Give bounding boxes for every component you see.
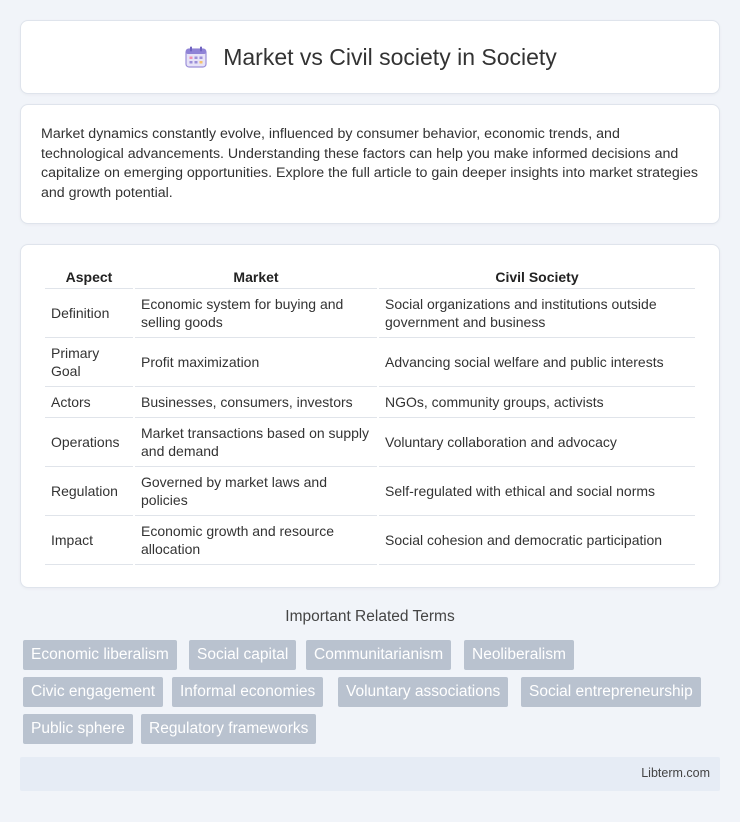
term-tag[interactable]: Social entrepreneurship bbox=[521, 677, 701, 707]
term-tag[interactable]: Neoliberalism bbox=[464, 640, 574, 670]
term-tag[interactable]: Civic engagement bbox=[23, 677, 163, 707]
page-title: Market vs Civil society in Society bbox=[223, 43, 557, 70]
cell-aspect: Regulation bbox=[45, 467, 133, 516]
footer bbox=[20, 757, 720, 791]
intro-card bbox=[20, 104, 720, 224]
cell-market: Economic system for buying and selling goods bbox=[135, 289, 377, 338]
table-row bbox=[45, 387, 695, 418]
term-tag[interactable]: Economic liberalism bbox=[23, 640, 177, 670]
cell-civil-society: NGOs, community groups, activists bbox=[379, 387, 695, 418]
cell-market: Profit maximization bbox=[135, 338, 377, 387]
term-tag[interactable]: Regulatory frameworks bbox=[141, 714, 316, 744]
cell-civil-society: Social organizations and institutions outside government and business bbox=[379, 289, 695, 338]
cell-civil-society: Advancing social welfare and public interests bbox=[379, 338, 695, 387]
cell-market: Market transactions based on supply and demand bbox=[135, 418, 377, 467]
term-tag[interactable]: Informal economies bbox=[172, 677, 323, 707]
table-row bbox=[45, 467, 695, 516]
related-terms-title: Important Related Terms bbox=[285, 608, 455, 625]
calendar-icon bbox=[183, 44, 209, 70]
term-tag[interactable]: Voluntary associations bbox=[338, 677, 508, 707]
cell-aspect: Actors bbox=[45, 387, 133, 418]
table-header-row bbox=[45, 265, 695, 289]
cell-market: Economic growth and resource allocation bbox=[135, 516, 377, 565]
table-row bbox=[45, 516, 695, 565]
comparison-table-card bbox=[20, 244, 720, 588]
cell-aspect: Impact bbox=[45, 516, 133, 565]
cell-market: Governed by market laws and policies bbox=[135, 467, 377, 516]
cell-market: Businesses, consumers, investors bbox=[135, 387, 377, 418]
cell-aspect: Definition bbox=[45, 289, 133, 338]
header-aspect: Aspect bbox=[45, 265, 133, 289]
header-civil-society: Civil Society bbox=[379, 265, 695, 289]
cell-civil-society: Voluntary collaboration and advocacy bbox=[379, 418, 695, 467]
cell-civil-society: Social cohesion and democratic participation bbox=[379, 516, 695, 565]
cell-aspect: Operations bbox=[45, 418, 133, 467]
term-tag[interactable]: Communitarianism bbox=[306, 640, 451, 670]
table-row bbox=[45, 418, 695, 467]
footer-site-link[interactable]: Libterm.com bbox=[641, 766, 710, 780]
comparison-table bbox=[43, 265, 697, 565]
table-row bbox=[45, 338, 695, 387]
intro-text: Market dynamics constantly evolve, influenced by consumer behavior, economic trends, and technological advancements. Understanding these factors can help you make informed decisions and capitalize on emerging opportunities. Explore the full article to gain deeper insights into market strategies and growth potential. bbox=[41, 126, 698, 201]
header-card bbox=[20, 20, 720, 94]
cell-civil-society: Self-regulated with ethical and social norms bbox=[379, 467, 695, 516]
term-tag[interactable]: Public sphere bbox=[23, 714, 133, 744]
header-market: Market bbox=[135, 265, 377, 289]
table-row bbox=[45, 289, 695, 338]
cell-aspect: Primary Goal bbox=[45, 338, 133, 387]
title-wrap bbox=[183, 44, 557, 71]
term-tag[interactable]: Social capital bbox=[189, 640, 296, 670]
